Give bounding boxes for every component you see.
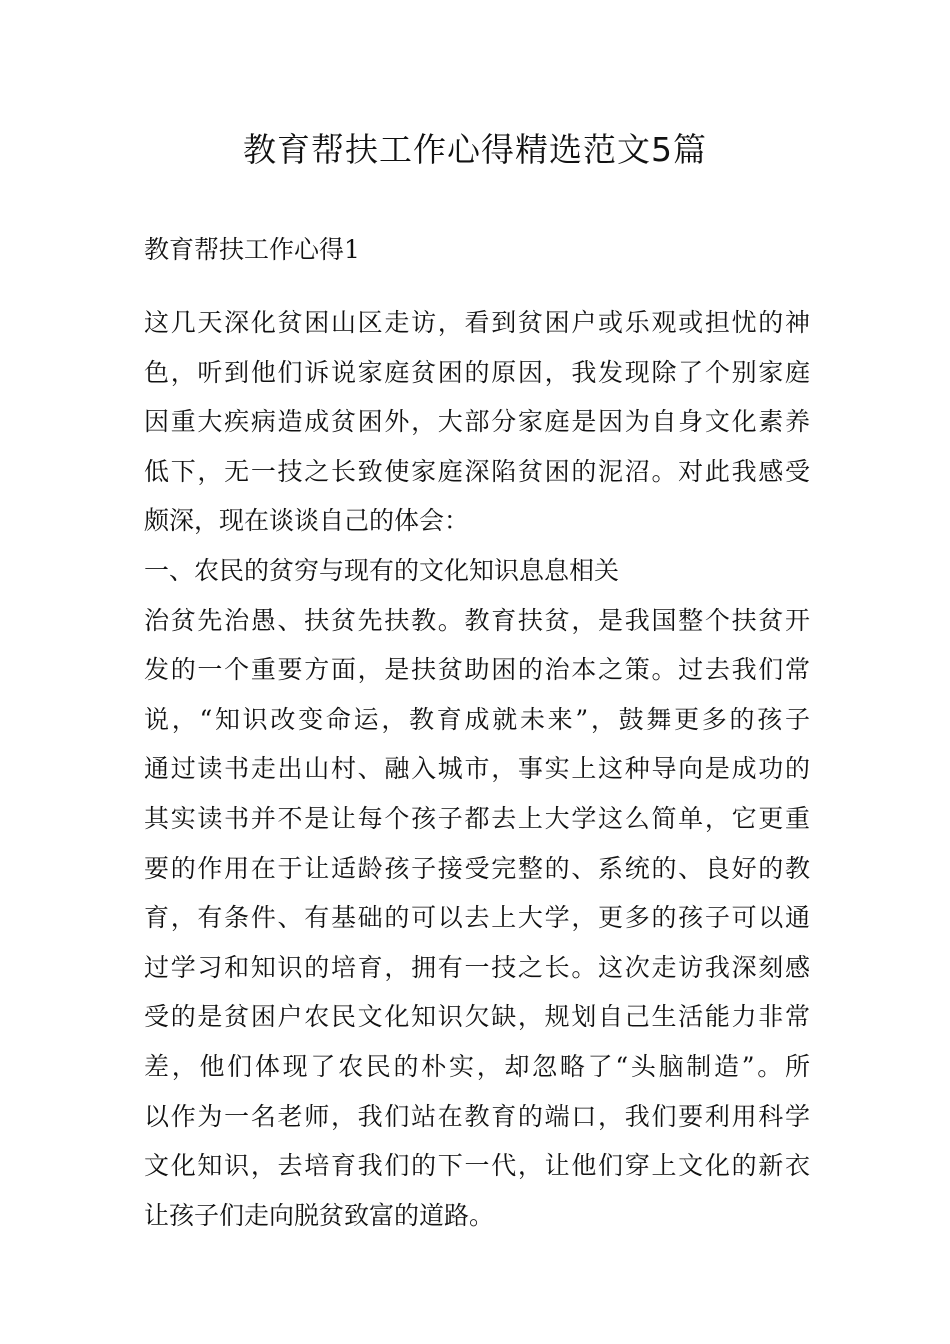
paragraph-line: 要的作用在于让适龄孩子接受完整的、系统的、良好的教	[144, 853, 810, 883]
paragraph-line: 颇深，现在谈谈自己的体会：	[144, 506, 470, 536]
paragraph-line: 过学习和知识的培育，拥有一技之长。这次走访我深刻感	[144, 952, 810, 982]
document-body	[144, 228, 810, 1240]
paragraph-line: 其实读书并不是让每个孩子都去上大学这么简单，它更重	[144, 803, 810, 833]
paragraph-line: 这几天深化贫困山区走访，看到贫困户或乐观或担忧的神	[144, 308, 810, 337]
paragraph-line: 色，听到他们诉说家庭贫困的原因，我发现除了个别家庭	[144, 357, 810, 387]
section-heading: 教育帮扶工作心得1	[144, 235, 360, 264]
paragraph-line: 差，他们体现了农民的朴实，却忽略了“头脑制造”。所	[144, 1051, 810, 1081]
subheading: 一、农民的贫穷与现有的文化知识息息相关	[144, 555, 620, 585]
paragraph-line: 低下，无一技之长致使家庭深陷贫困的泥沼。对此我感受	[144, 456, 810, 486]
paragraph-line: 受的是贫困户农民文化知识欠缺，规划自己生活能力非常	[144, 1002, 810, 1032]
paragraph-line: 因重大疾病造成贫困外，大部分家庭是因为自身文化素养	[144, 407, 810, 437]
paragraph-line: 说，“知识改变命运，教育成就未来”，鼓舞更多的孩子	[144, 704, 810, 734]
paragraph-line: 让孩子们走向脱贫致富的道路。	[144, 1200, 495, 1230]
paragraph-line: 发的一个重要方面，是扶贫助困的治本之策。过去我们常	[144, 655, 810, 685]
paragraph-line: 治贫先治愚、扶贫先扶教。教育扶贫，是我国整个扶贫开	[144, 605, 810, 635]
paragraph-line: 通过读书走出山村、融入城市，事实上这种导向是成功的	[144, 754, 810, 784]
paragraph-line: 育，有条件、有基础的可以去上大学，更多的孩子可以通	[144, 903, 810, 933]
document-title: 教育帮扶工作心得精选范文5篇	[243, 130, 707, 169]
paragraph-line: 以作为一名老师，我们站在教育的端口，我们要利用科学	[144, 1101, 810, 1131]
paragraph-line: 文化知识，去培育我们的下一代，让他们穿上文化的新衣	[144, 1151, 810, 1181]
